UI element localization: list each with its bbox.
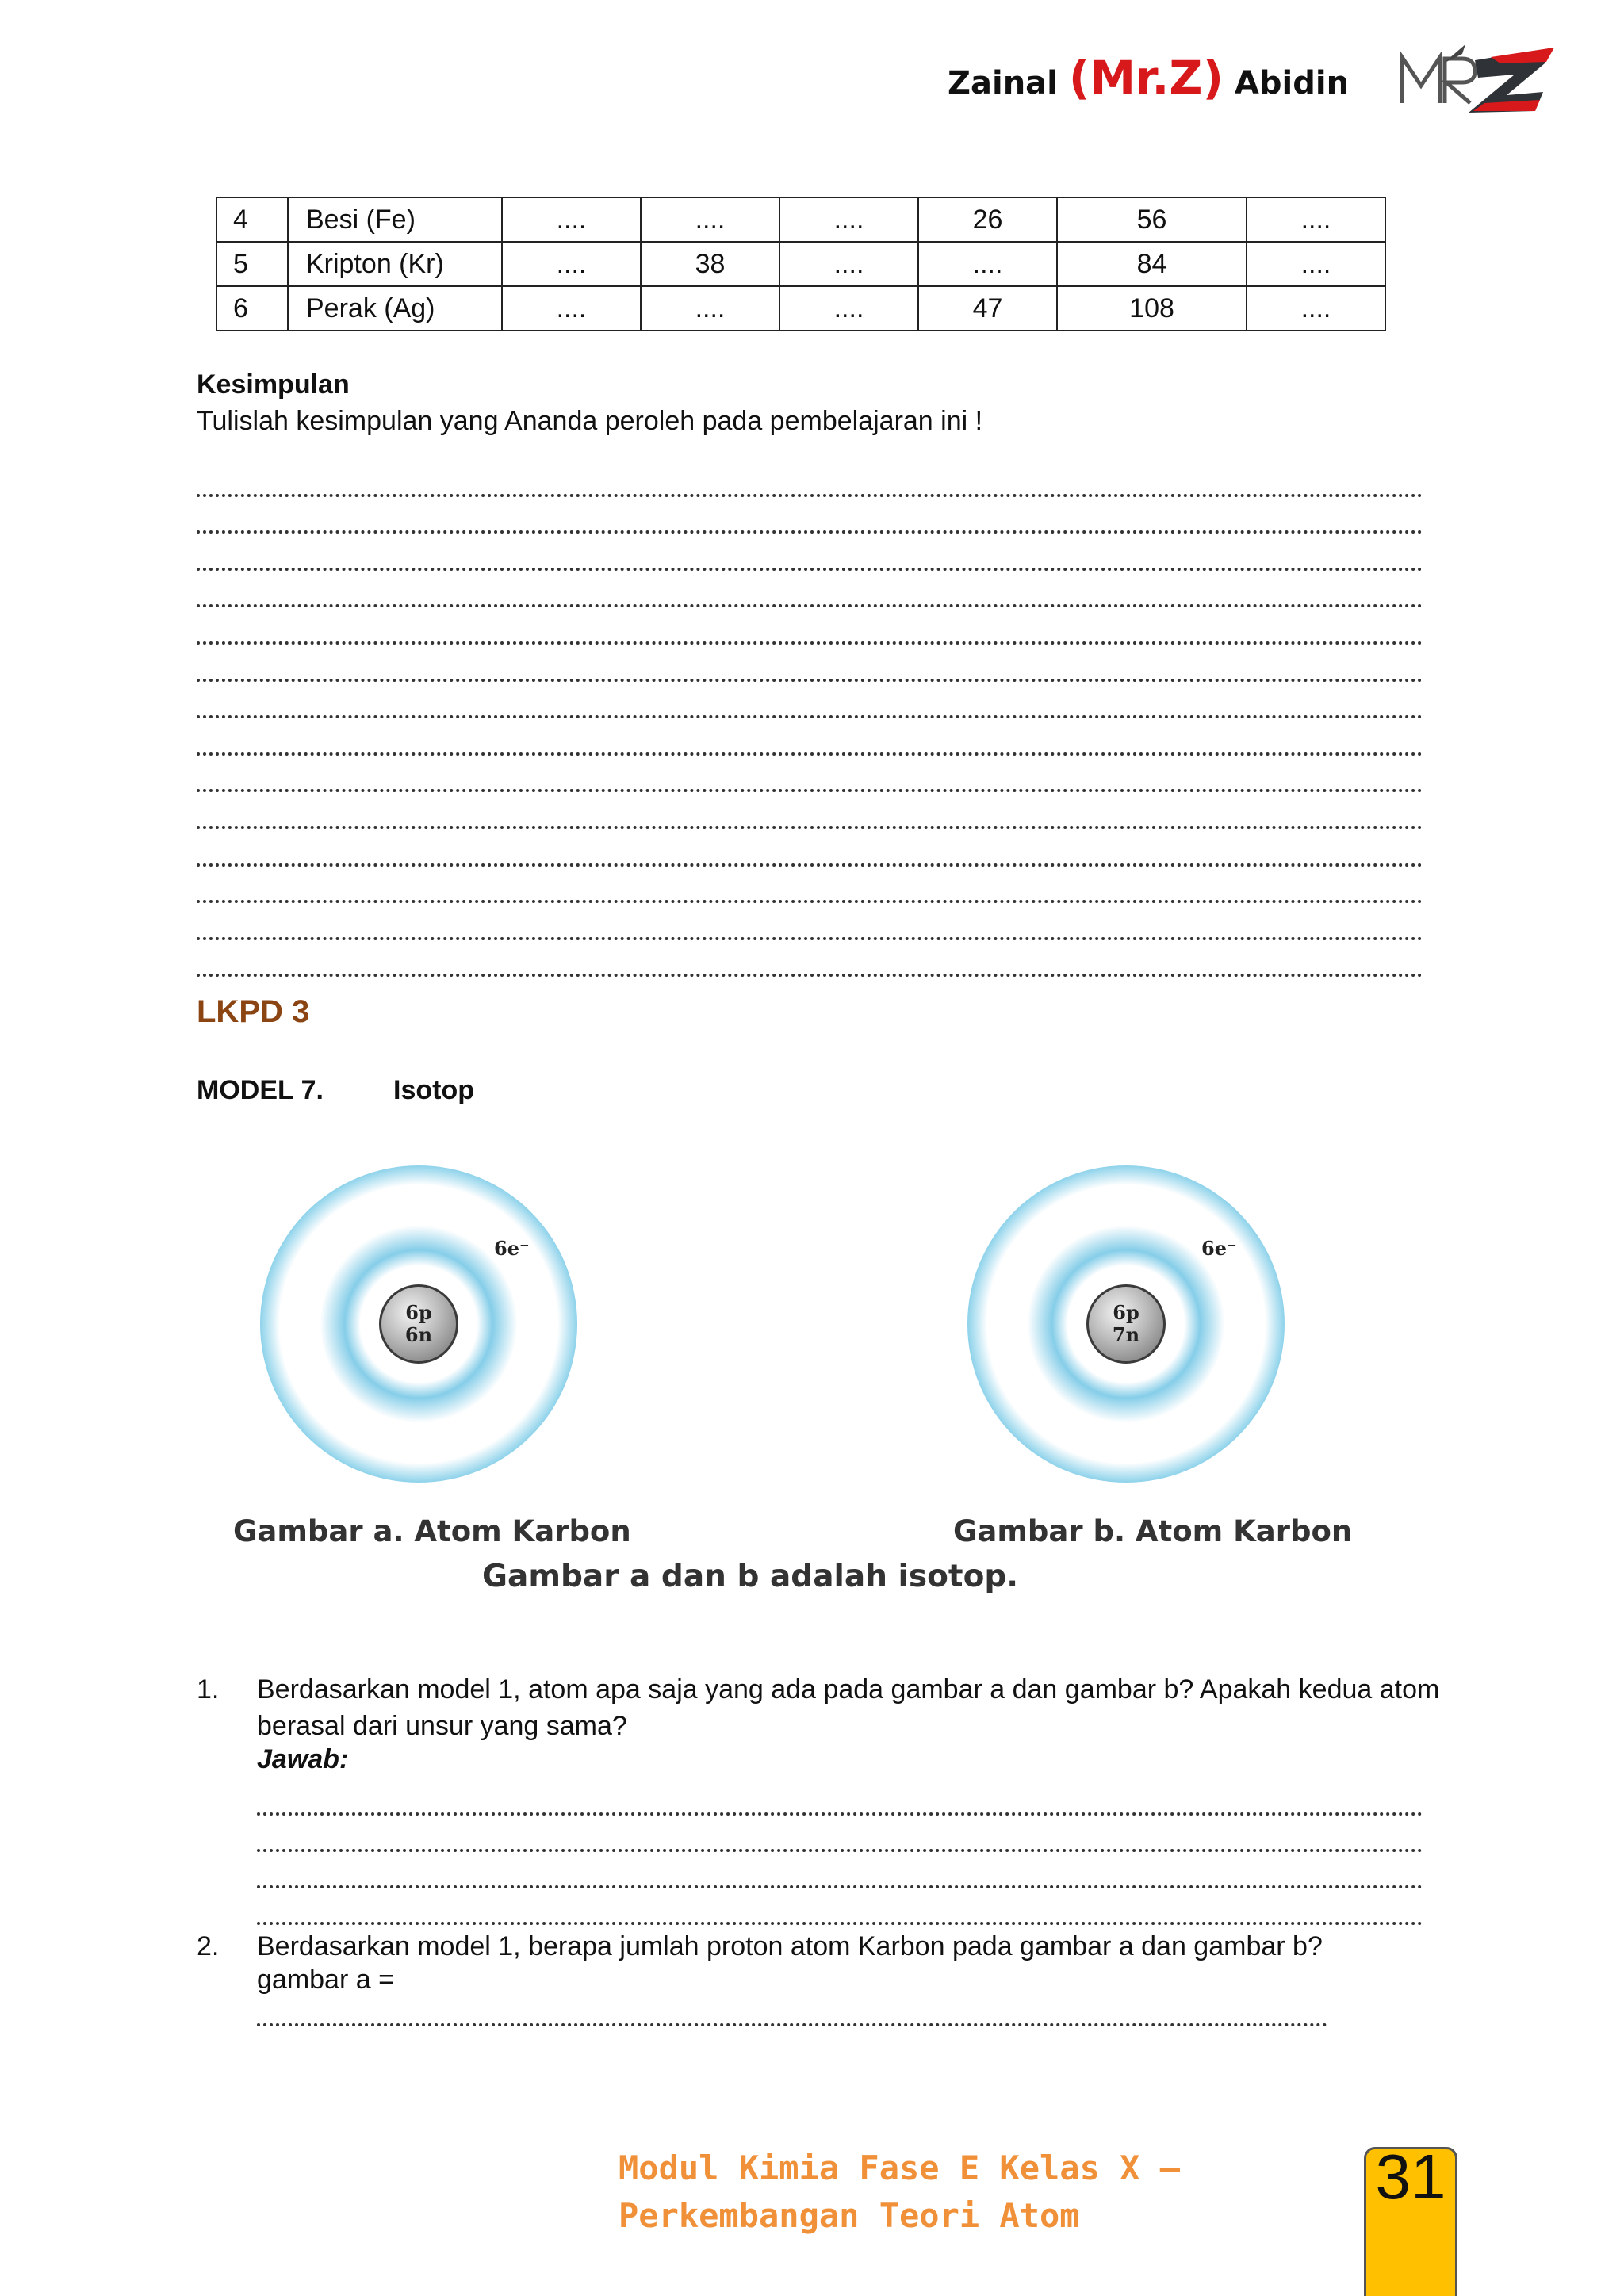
model-name: Isotop: [393, 1075, 474, 1105]
answer-line[interactable]: [197, 534, 1423, 571]
neutron-count: 6n: [404, 1323, 433, 1346]
question-text: Berdasarkan model 1, berapa jumlah proton atom Karbon pada gambar a dan gambar b?: [257, 1931, 1323, 1961]
electron-count: 6e⁻: [1201, 1237, 1237, 1260]
table-cell: ....: [779, 242, 918, 286]
answer-line[interactable]: [197, 903, 1423, 940]
question-1-answer-area[interactable]: [257, 1779, 1423, 1925]
footer-line-2: Perkembangan Teori Atom: [619, 2196, 1080, 2235]
kesimpulan-instruction: Tulislah kesimpulan yang Ananda peroleh pada pembelajaran ini !: [197, 406, 983, 436]
header-author: [948, 51, 1349, 105]
model-number: MODEL 7.: [197, 1075, 324, 1105]
carbon-atom-b-icon: [967, 1165, 1285, 1483]
table-cell: ....: [641, 286, 779, 331]
answer-line[interactable]: [257, 1888, 1423, 1925]
isotope-figure: [230, 1165, 1353, 1609]
table-cell: ....: [502, 197, 641, 242]
lkpd-heading: LKPD 3: [197, 994, 310, 1029]
answer-line[interactable]: [257, 1779, 1423, 1816]
table-cell: 26: [918, 197, 1057, 242]
caption-atom-a: Gambar a. Atom Karbon: [233, 1514, 631, 1548]
answer-line[interactable]: [197, 867, 1423, 904]
table-row: [216, 286, 1385, 331]
table-cell: ....: [1247, 242, 1385, 286]
table-cell: ....: [641, 197, 779, 242]
answer-line[interactable]: [197, 497, 1423, 534]
table-cell: 47: [918, 286, 1057, 331]
atom-data-table: [216, 197, 1386, 331]
table-cell: ....: [779, 197, 918, 242]
author-last-name: Abidin: [1234, 65, 1350, 101]
table-cell: 84: [1057, 242, 1247, 286]
answer-line[interactable]: [197, 718, 1423, 756]
kesimpulan-heading: Kesimpulan: [197, 369, 350, 400]
answer-line[interactable]: [197, 792, 1423, 829]
author-nickname: (Mr.Z): [1068, 51, 1224, 105]
answer-line[interactable]: [197, 645, 1423, 682]
proton-count: 6p: [405, 1301, 432, 1324]
question-text: Berdasarkan model 1, atom apa saja yang ada pada gambar a dan gambar b? Apakah kedua atom berasal dari unsur yang sama?: [257, 1674, 1440, 1741]
footer-module-title: [619, 2145, 1180, 2240]
question-number: 2.: [197, 1931, 220, 1961]
table-row: [216, 197, 1385, 242]
footer-line-1: Modul Kimia Fase E Kelas X –: [619, 2149, 1181, 2187]
answer-line[interactable]: [197, 571, 1423, 608]
answer-line[interactable]: [197, 940, 1423, 978]
table-cell: ....: [502, 286, 641, 331]
table-cell: 6: [216, 286, 288, 331]
nucleus-icon: [1086, 1284, 1166, 1364]
nucleus-icon: [379, 1284, 458, 1364]
neutron-count: 7n: [1112, 1323, 1140, 1346]
figure-caption: Gambar a dan b adalah isotop.: [482, 1559, 1019, 1594]
answer-line[interactable]: [197, 460, 1423, 497]
carbon-atom-a-icon: [260, 1165, 577, 1483]
table-cell: Besi (Fe): [288, 197, 502, 242]
table-cell: ....: [918, 242, 1057, 286]
mrz-logo-icon: [1396, 40, 1562, 116]
caption-atom-b: Gambar b. Atom Karbon: [953, 1514, 1353, 1548]
answer-line[interactable]: [197, 682, 1423, 719]
answer-line[interactable]: [257, 1852, 1423, 1888]
electron-count: 6e⁻: [494, 1237, 530, 1260]
table-cell: ....: [779, 286, 918, 331]
table-cell: 56: [1057, 197, 1247, 242]
author-first-name: Zainal: [948, 65, 1058, 101]
table-row: [216, 242, 1385, 286]
page-number: 31: [1375, 2141, 1446, 2212]
question-number: 1.: [197, 1674, 220, 1705]
proton-count: 6p: [1113, 1301, 1139, 1324]
table-cell: Kripton (Kr): [288, 242, 502, 286]
table-cell: 38: [641, 242, 779, 286]
table-cell: 5: [216, 242, 288, 286]
table-cell: ....: [1247, 197, 1385, 242]
answer-line[interactable]: [197, 607, 1423, 645]
table-cell: 4: [216, 197, 288, 242]
table-cell: Perak (Ag): [288, 286, 502, 331]
answer-sub-label: gambar a =: [257, 1965, 394, 1995]
table-cell: ....: [1247, 286, 1385, 331]
table-cell: ....: [502, 242, 641, 286]
answer-line[interactable]: [197, 756, 1423, 793]
answer-line[interactable]: [197, 829, 1423, 867]
kesimpulan-answer-area[interactable]: [197, 460, 1423, 977]
answer-line[interactable]: [257, 1995, 1327, 2026]
table-cell: 108: [1057, 286, 1247, 331]
answer-label: Jawab:: [257, 1744, 349, 1774]
answer-line[interactable]: [257, 1816, 1423, 1852]
